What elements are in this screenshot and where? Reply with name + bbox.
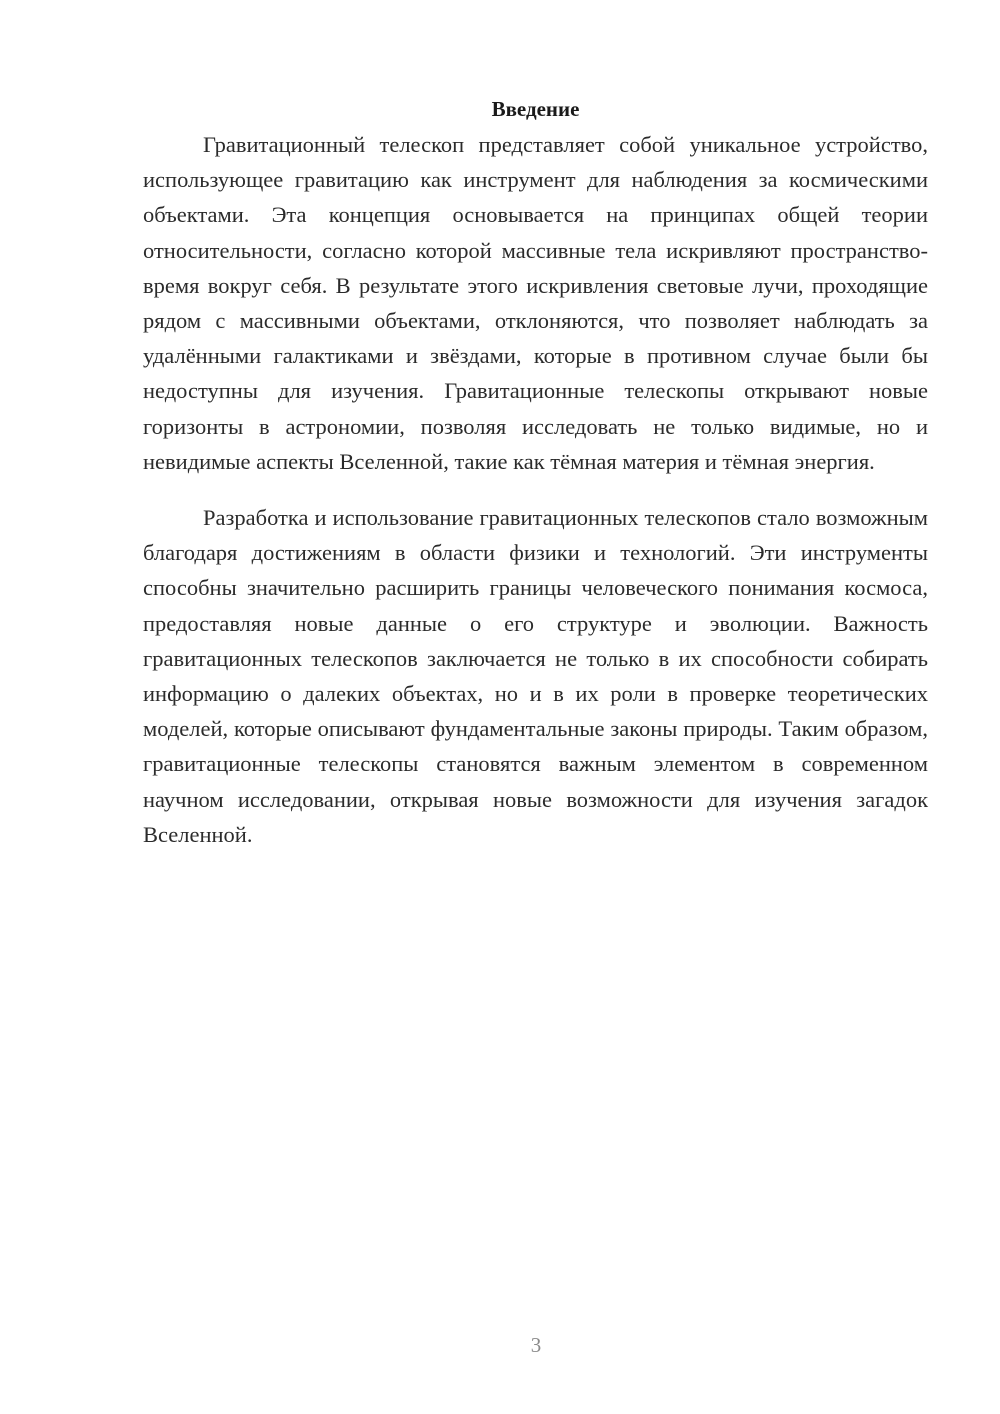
paragraph-1: Гравитационный телескоп представляет собой уникальное устройство, использующее гравитацию как инструмент для наблюдения за космическими объектами. Эта концепция основывается на принципах общей теории относительности, согласно которой массивные тела искривляют пространство-время вокруг себя. В результате этого искривления световые лучи, проходящие рядом с массивными объектами, отклоняются, что позволяет наблюдать за удалёнными галактиками и звёздами, которые в противном случае были бы недоступны для изучения. Гравитационные телескопы открывают новые горизонты в астрономии, позволяя исследовать не только видимые, но и невидимые аспекты Вселенной, такие как тёмная материя и тёмная энергия. (143, 132, 928, 474)
page-content (143, 92, 928, 852)
section-heading: Введение (491, 97, 580, 121)
page-number: 3 (530, 1333, 542, 1357)
paragraph-2: Разработка и использование гравитационных телескопов стало возможным благодаря достижениям в области физики и технологий. Эти инструменты способны значительно расширить границы человеческого понимания космоса, предоставляя новые данные о его структуре и эволюции. Важность гравитационных телескопов заключается не только в их способности собирать информацию о далеких объектах, но и в их роли в проверке теоретических моделей, которые описывают фундаментальные законы природы. Таким образом, гравитационные телескопы становятся важным элементом в современном научном исследовании, открывая новые возможности для изучения загадок Вселенной. (143, 505, 928, 847)
